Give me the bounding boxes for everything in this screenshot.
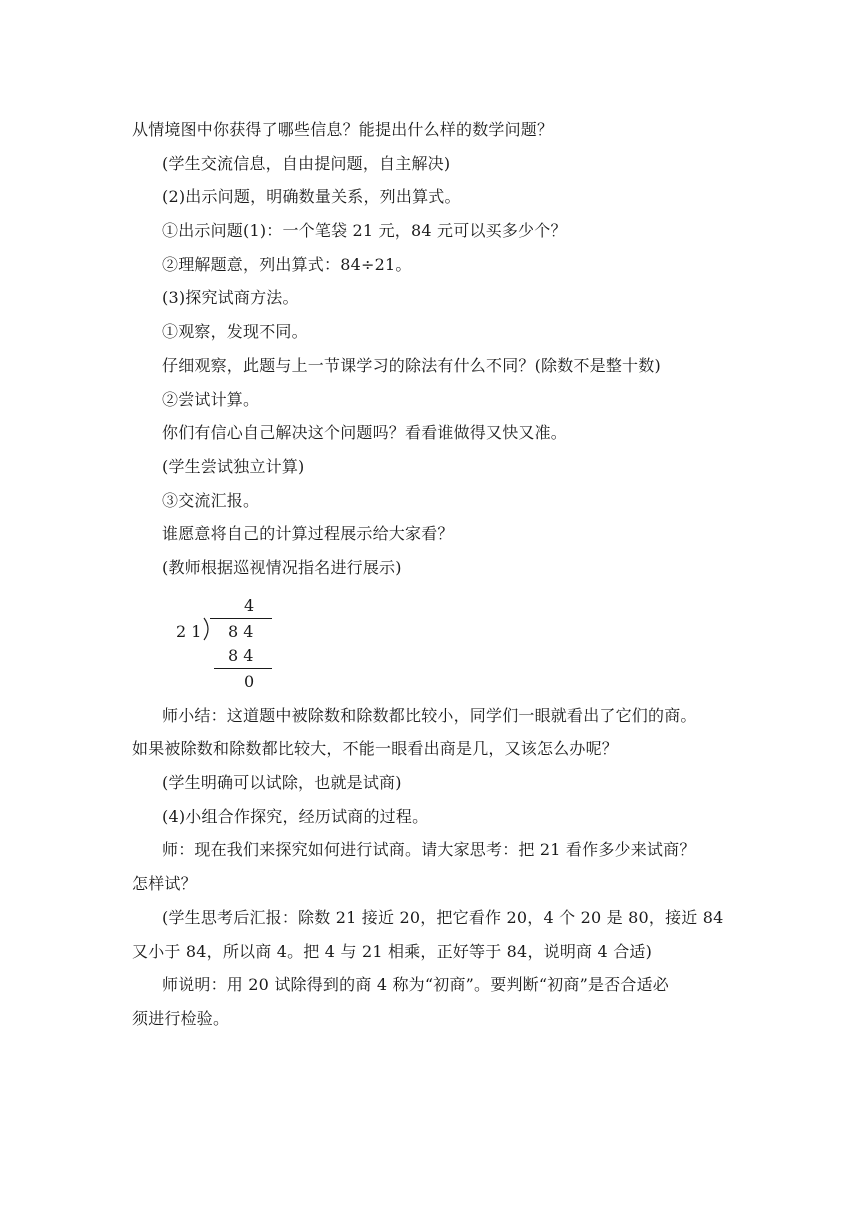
text-line: (2)出示问题，明确数量关系，列出算式。 bbox=[162, 187, 461, 206]
division-quotient: 4 bbox=[244, 596, 255, 615]
text-line: ②尝试计算。 bbox=[162, 390, 260, 409]
text-line: 师说明：用 20 试除得到的商 4 称为“初商”。要判断“初商”是否合适必 bbox=[162, 975, 670, 994]
text-line: ②理解题意，列出算式：84÷21。 bbox=[162, 255, 412, 274]
text-line: 如果被除数和除数都比较大，不能一眼看出商是几，又该怎么办呢？ bbox=[132, 739, 619, 758]
division-top-bar bbox=[210, 618, 272, 619]
division-remainder: 0 bbox=[244, 672, 255, 691]
division-bottom-bar bbox=[214, 668, 272, 669]
division-divisor: 2 1 bbox=[176, 622, 202, 641]
text-line: 谁愿意将自己的计算过程展示给大家看？ bbox=[162, 524, 454, 543]
text-line: (学生交流信息，自由提问题，自主解决) bbox=[162, 154, 451, 173]
text-line: (学生尝试独立计算) bbox=[162, 457, 305, 476]
text-line: (学生思考后汇报：除数 21 接近 20，把它看作 20，4 个 20 是 80，接近 84 bbox=[162, 908, 724, 927]
text-line: 师小结：这道题中被除数和除数都比较小，同学们一眼就看出了它们的商。 bbox=[162, 706, 697, 725]
text-line: 仔细观察，此题与上一节课学习的除法有什么不同？(除数不是整十数) bbox=[162, 356, 661, 375]
text-line: 怎样试？ bbox=[132, 874, 197, 893]
text-line: ①出示问题(1)：一个笔袋 21 元，84 元可以买多少个？ bbox=[162, 221, 567, 240]
text-line: 须进行检验。 bbox=[132, 1009, 230, 1028]
long-division bbox=[170, 596, 290, 692]
text-line: 你们有信心自己解决这个问题吗？看看谁做得又快又准。 bbox=[162, 423, 568, 442]
division-bracket bbox=[202, 617, 214, 641]
text-line: 师：现在我们来探究如何进行试商。请大家思考：把 21 看作多少来试商？ bbox=[162, 840, 696, 859]
text-line: (教师根据巡视情况指名进行展示) bbox=[162, 558, 402, 577]
text-line: (4)小组合作探究，经历试商的过程。 bbox=[162, 807, 429, 826]
text-line: ①观察，发现不同。 bbox=[162, 322, 308, 341]
text-line: 从情境图中你获得了哪些信息？能提出什么样的数学问题？ bbox=[132, 120, 554, 139]
text-line: (学生明确可以试除，也就是试商) bbox=[162, 773, 402, 792]
text-line: 又小于 84，所以商 4。把 4 与 21 相乘，正好等于 84，说明商 4 合适) bbox=[132, 942, 653, 961]
text-line: ③交流汇报。 bbox=[162, 491, 260, 510]
division-product: 8 4 bbox=[228, 646, 254, 665]
text-line: (3)探究试商方法。 bbox=[162, 288, 299, 307]
division-dividend: 8 4 bbox=[228, 622, 254, 641]
